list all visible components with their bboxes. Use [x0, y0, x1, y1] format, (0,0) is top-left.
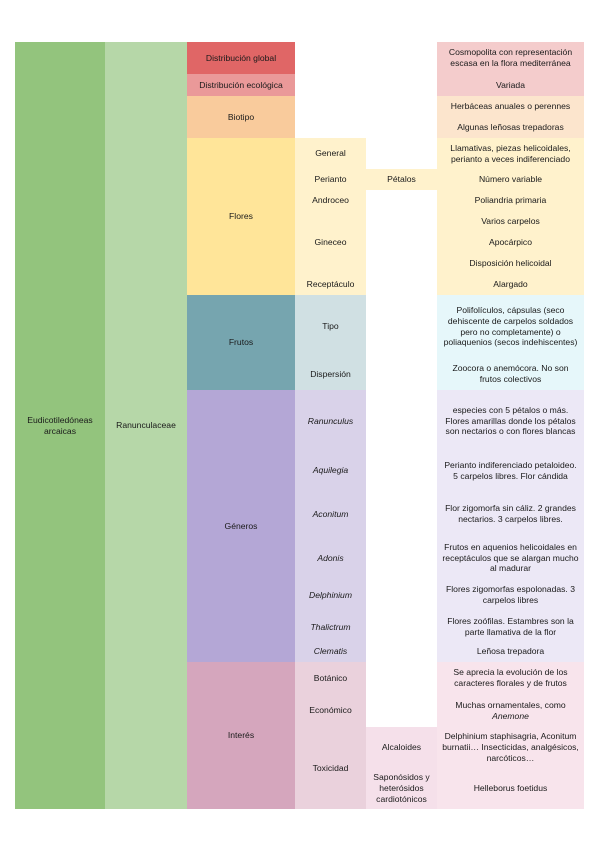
- flores-perianto-value-text: Número variable: [478, 174, 543, 185]
- genero-desc: [437, 641, 584, 662]
- genero-desc-text: Flores zoófilas. Estambres son la parte llamativa de la flor: [447, 616, 574, 637]
- distribucion-global-header: [187, 42, 295, 74]
- saponosidos-text: Saponósidos y heterósidos cardiotónicos: [373, 772, 430, 804]
- genero-name: [295, 641, 366, 662]
- frutos-tipo-value-text: Polifolículos, cápsulas (seco dehiscente de carpelos soldados pero no completamente) o poliaquenios (secos indehiscentes): [443, 305, 578, 348]
- genero-name-text: Ranunculus: [307, 415, 354, 426]
- economico-prefix: Muchas ornamentales, como: [455, 699, 566, 710]
- alcaloides-value-text: Delphinium staphisagria, Aconitum burnatii… Insecticidas, analgésicos, narcóticos…: [442, 731, 579, 763]
- flores-perianto-text: Perianto: [314, 174, 347, 185]
- interes-toxicidad-label: [295, 727, 366, 809]
- flores-general-value: [437, 138, 584, 169]
- flores-general-value-text: Llamativas, piezas helicoidales, perianto a veces indiferenciado: [450, 142, 571, 164]
- genero-desc: [437, 577, 584, 613]
- genero-name-text: Aconitum: [312, 508, 349, 519]
- alcaloides-cell: [366, 727, 437, 768]
- genero-desc-text: especies con 5 pétalos o más. Flores amarillas donde los pétalos son nectarios o con flores blancas: [445, 404, 576, 437]
- genero-name-text: Delphinium: [309, 589, 352, 600]
- genero-desc: [437, 539, 584, 577]
- frutos-dispersion-value-text: Zoocora o anemócora. No son frutos colectivos: [452, 363, 569, 384]
- distribucion-ecologica-text: Variada: [496, 79, 525, 90]
- flores-header: [187, 138, 295, 295]
- interes-botanico-label: [295, 662, 366, 694]
- genero-desc: [437, 489, 584, 539]
- family-cell: [105, 42, 187, 809]
- flores-gineceo-value-1: [437, 211, 584, 232]
- genero-name-text: Aquilegia: [312, 465, 349, 476]
- genero-name: [295, 539, 366, 577]
- flores-general-label: [295, 138, 366, 169]
- alcaloides-text: Alcaloides: [381, 742, 422, 753]
- genero-desc: [437, 390, 584, 452]
- distribucion-ecologica-header: [187, 74, 295, 96]
- flores-gineceo-value-text-1: Varios carpelos: [481, 216, 540, 227]
- distribucion-global-text: Cosmopolita con representación escasa en la flora mediterránea: [448, 47, 573, 68]
- flores-petalos-cell: [366, 169, 437, 190]
- biotipo-text-1: Herbáceas anuales o perennes: [450, 101, 571, 112]
- flores-receptaculo-text: Receptáculo: [306, 279, 355, 290]
- genero-desc-text: Flor zigomorfa sin cáliz. 2 grandes nectarios. 3 carpelos libres.: [445, 503, 576, 524]
- frutos-tipo-label: [295, 295, 366, 358]
- interes-botanico-value-text: Se aprecia la evolución de los caracteres florales y de frutos: [453, 667, 568, 688]
- genero-name-text: Thalictrum: [310, 621, 351, 632]
- interes-header: [187, 662, 295, 809]
- flores-androceo-text: Androceo: [312, 195, 349, 206]
- distribucion-global-value: [437, 42, 584, 74]
- genero-name: [295, 390, 366, 452]
- flores-gineceo-value-2: [437, 232, 584, 253]
- frutos-tipo-value: [437, 295, 584, 358]
- flores-perianto-value: [437, 169, 584, 190]
- flores-receptaculo-value-text: Alargado: [493, 279, 528, 290]
- flores-androceo-value-text: Poliandria primaria: [474, 195, 547, 206]
- biotipo-header: [187, 96, 295, 138]
- saponosidos-cell: [366, 768, 437, 809]
- biotipo-value-2: [437, 117, 584, 138]
- generos-label: Géneros: [224, 520, 258, 531]
- saponosidos-value: [437, 768, 584, 809]
- frutos-header: [187, 295, 295, 390]
- genero-desc: [437, 452, 584, 489]
- genero-name: [295, 489, 366, 539]
- frutos-tipo-text: Tipo: [322, 321, 339, 332]
- interes-economico-text: Económico: [309, 705, 352, 716]
- flores-petalos-text: Pétalos: [387, 174, 416, 185]
- genero-desc: [437, 613, 584, 641]
- flores-gineceo-value-text-3: Disposición helicoidal: [469, 258, 552, 269]
- family-label: Ranunculaceae: [116, 420, 176, 431]
- saponosidos-value-text: Helleborus foetidus: [473, 783, 548, 794]
- genero-name-text: Clematis: [313, 646, 348, 657]
- flores-androceo-value: [437, 190, 584, 211]
- flores-gineceo-value-3: [437, 253, 584, 274]
- interes-economico-value: [437, 694, 584, 727]
- flores-gineceo-label: [295, 211, 366, 274]
- clade-label: Eudicotiledóneas arcaicas: [27, 414, 93, 436]
- frutos-dispersion-value: [437, 358, 584, 390]
- interes-label: Interés: [227, 730, 255, 741]
- frutos-dispersion-text: Dispersión: [310, 368, 351, 379]
- economico-italic: Anemone: [492, 710, 529, 721]
- distribucion-ecologica-value: [437, 74, 584, 96]
- genero-name: [295, 577, 366, 613]
- interes-economico-label: [295, 694, 366, 727]
- flores-gineceo-text: Gineceo: [314, 237, 347, 248]
- genero-name: [295, 452, 366, 489]
- clade-cell: [15, 42, 105, 809]
- frutos-dispersion-label: [295, 358, 366, 390]
- distribucion-global-label: Distribución global: [205, 52, 277, 63]
- frutos-label: Frutos: [228, 337, 254, 348]
- interes-toxicidad-text: Toxicidad: [312, 762, 349, 773]
- flores-perianto-label: [295, 169, 366, 190]
- genero-name: [295, 613, 366, 641]
- flores-receptaculo-label: [295, 274, 366, 295]
- genero-name-text: Adonis: [317, 552, 344, 563]
- biotipo-text-2: Algunas leñosas trepadoras: [457, 122, 564, 133]
- interes-botanico-value: [437, 662, 584, 694]
- flores-general-text: General: [315, 148, 346, 159]
- distribucion-ecologica-label: Distribución ecológica: [199, 79, 283, 90]
- biotipo-value-1: [437, 96, 584, 117]
- genero-desc-text: Frutos en aquenios helicoidales en receptáculos que se alargan mucho al madurar: [442, 541, 579, 574]
- genero-desc-text: Perianto indiferenciado petaloideo. 5 carpelos libres. Flor cándida: [444, 459, 577, 481]
- alcaloides-value: [437, 727, 584, 768]
- flores-label: Flores: [229, 211, 253, 222]
- flores-gineceo-value-text-2: Apocárpico: [489, 237, 532, 248]
- interes-botanico-text: Botánico: [313, 672, 348, 683]
- interes-economico-value-text: [455, 700, 565, 721]
- biotipo-label: Biotipo: [227, 111, 255, 122]
- generos-header: [187, 390, 295, 662]
- flores-receptaculo-value: [437, 274, 584, 295]
- flores-androceo-label: [295, 190, 366, 211]
- genero-desc-text: Flores zigomorfas espolonadas. 3 carpelos libres: [446, 584, 575, 605]
- genero-desc-text: Leñosa trepadora: [476, 646, 545, 657]
